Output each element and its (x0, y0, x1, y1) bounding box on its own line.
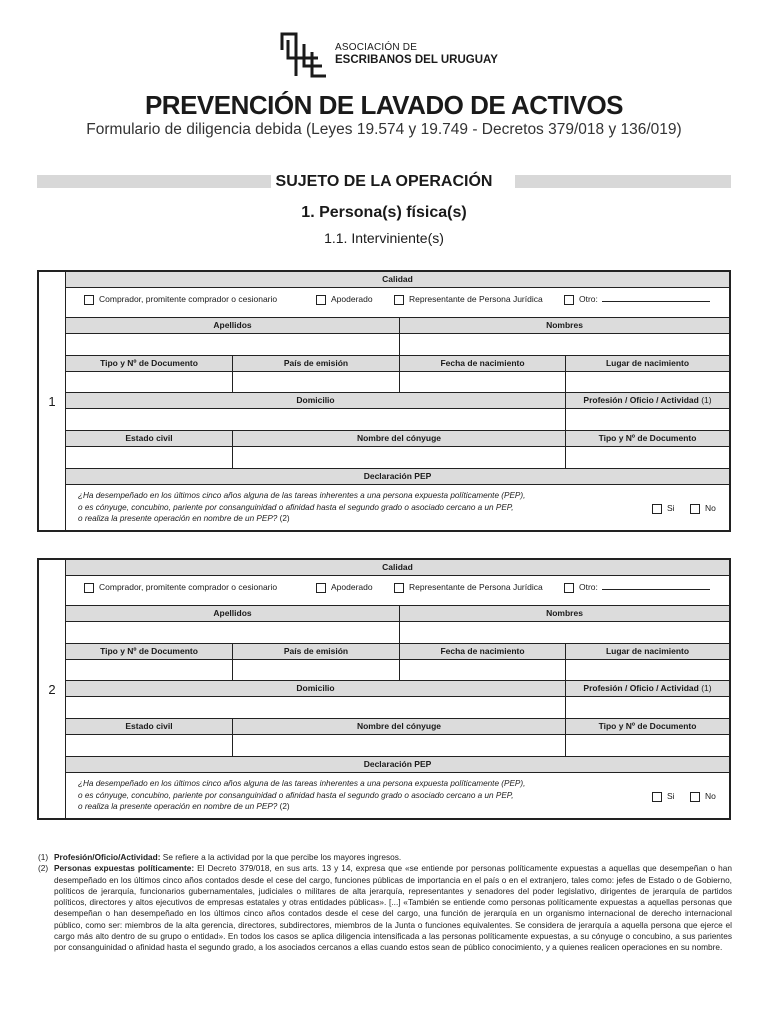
footnote-1-term: Profesión/Oficio/Actividad: (54, 852, 161, 862)
section-title: SUJETO DE LA OPERACIÓN (275, 173, 493, 190)
calidad-header: Calidad (66, 560, 729, 576)
pep-header: Declaración PEP (66, 469, 729, 485)
profesion-label (566, 393, 729, 409)
option-representante[interactable] (394, 294, 543, 305)
checkbox[interactable] (394, 583, 404, 593)
option-label: Representante de Persona Jurídica (409, 294, 543, 304)
pep-question (78, 490, 525, 525)
block-number-label: 1 (48, 393, 56, 409)
pep-si-option[interactable] (652, 791, 675, 802)
pais-emision-label: País de emisión (233, 644, 399, 660)
option-apoderado[interactable] (316, 582, 373, 593)
footnote-1 (38, 852, 732, 863)
footnote-1-text: Se refiere a la actividad por la que percibe los mayores ingresos. (160, 852, 402, 862)
apellidos-label: Apellidos (66, 606, 399, 622)
estado-civil-field[interactable] (66, 719, 232, 756)
fecha-nacimiento-label: Fecha de nacimiento (400, 644, 565, 660)
checkbox[interactable] (564, 295, 574, 305)
lugar-nacimiento-label: Lugar de nacimiento (566, 644, 729, 660)
no-label: No (705, 503, 716, 513)
checkbox[interactable] (690, 792, 700, 802)
conyuge-label: Nombre del cónyuge (233, 719, 565, 735)
option-label: Otro: (579, 582, 598, 592)
fecha-nacimiento-field[interactable] (399, 644, 565, 680)
pep-header: Declaración PEP (66, 757, 729, 773)
nombres-field[interactable] (399, 318, 729, 355)
otro-input-line[interactable] (602, 589, 710, 590)
profesion-field[interactable] (565, 681, 729, 718)
domicilio-field[interactable] (66, 393, 565, 430)
domicilio-label: Domicilio (66, 393, 565, 409)
domicilio-row (66, 681, 729, 718)
checkbox[interactable] (690, 504, 700, 514)
option-comprador[interactable] (84, 582, 277, 593)
footnote-2-text: El Decreto 379/018, en sus arts. 13 y 14, expresa que «se entiende por personas políticamente expuestas a aquellas que desempeñan o han desempeñado en los últimos cinco años contados desde el cese del cargo, funciones públicas de importancia en el país o en el extranjero, tales como: jefes de Estado o de Gobierno, políticos de jerarquía, funcionarios gubernamentales, judiciales o militares de alta jerarquía, representantes y senadores del poder legislativo, dirigentes de jerarquía de partidos políticos, directores y altos ejecutivos de empresas estatales y otras entidades públicas». [...] «También se entiende como personas políticamente expuestas a aquellas personas que desempeñan o han desempeñado en los últimos cinco años contados desde el cese del cargo, una función de jerarquía en un organismo internacional de derecho internacional público, como ser: miembros de la alta gerencia, directores, subdirectores, miembros de la Junta o funciones equivalentes. Se considera de jerarquía a aquella persona que ejerce el cargo más alto dentro de su grupo o entidad». En todos los casos se aplica diligencia intensificada a las personas políticamente expuestas, a su cónyuge o concubino, a sus parientes por consanguinidad o afinidad hasta el segundo grado, a los asociados cercanos a ellas cuando estos sean de público conocimiento, y a quienes realicen operaciones en su nombre. (54, 863, 732, 953)
conyuge-field[interactable] (232, 431, 565, 468)
option-otro[interactable] (564, 582, 710, 593)
block-number (39, 272, 66, 530)
names-row (66, 606, 729, 643)
footnotes (38, 852, 732, 954)
footnote-2-term: Personas expuestas políticamente: (54, 863, 195, 874)
estado-civil-label: Estado civil (66, 431, 232, 447)
page-subtitle: Formulario de diligencia debida (Leyes 19.574 y 19.749 - Decretos 379/018 y 136/019) (86, 121, 682, 138)
option-otro[interactable] (564, 294, 710, 305)
checkbox[interactable] (652, 504, 662, 514)
apellidos-label: Apellidos (66, 318, 399, 334)
tipo-documento-field[interactable] (66, 356, 232, 392)
nombres-label: Nombres (400, 318, 729, 334)
option-label: Comprador, promitente comprador o cesionario (99, 582, 278, 592)
org-logo-icon (278, 30, 330, 80)
pep-note-ref: (2) (279, 802, 290, 811)
option-label: Otro: (579, 294, 598, 304)
option-apoderado[interactable] (316, 294, 373, 305)
block-grid (66, 272, 729, 530)
interviniente-block-2 (37, 558, 731, 820)
pep-note-ref: (2) (279, 514, 290, 523)
estado-civil-field[interactable] (66, 431, 232, 468)
checkbox[interactable] (564, 583, 574, 593)
pais-emision-field[interactable] (232, 644, 399, 680)
pep-question (78, 778, 525, 813)
civil-row (66, 431, 729, 468)
domicilio-label: Domicilio (66, 681, 565, 697)
otro-input-line[interactable] (602, 301, 710, 302)
footnote-1-ref: (1) (38, 852, 49, 862)
apellidos-field[interactable] (66, 318, 399, 355)
pep-si-option[interactable] (652, 503, 675, 514)
pep-no-option[interactable] (690, 503, 716, 514)
fecha-nacimiento-field[interactable] (399, 356, 565, 392)
checkbox[interactable] (316, 295, 326, 305)
pais-emision-label: País de emisión (233, 356, 399, 372)
pep-question-line3 (78, 513, 525, 525)
footnote-2-ref: (2) (38, 863, 49, 874)
nombres-field[interactable] (399, 606, 729, 643)
estado-civil-label: Estado civil (66, 719, 232, 735)
pep-question-line3-text: o realiza la presente operación en nombre de un PEP? (78, 514, 278, 523)
footnote-2 (38, 863, 732, 953)
fecha-nacimiento-label: Fecha de nacimiento (400, 356, 565, 372)
checkbox[interactable] (394, 295, 404, 305)
si-label: Si (667, 791, 675, 801)
option-representante[interactable] (394, 582, 543, 593)
tipo-documento-label: Tipo y Nº de Documento (66, 644, 232, 660)
block-number-label: 2 (48, 681, 56, 697)
lugar-nacimiento-field[interactable] (565, 644, 729, 680)
org-logo (278, 30, 508, 80)
page-title: PREVENCIÓN DE LAVADO DE ACTIVOS (144, 90, 624, 120)
civil-row (66, 719, 729, 756)
checkbox[interactable] (316, 583, 326, 593)
org-name-line2: ESCRIBANOS DEL URUGUAY (335, 54, 498, 66)
calidad-header: Calidad (66, 272, 729, 288)
tipo-documento-conyuge-label: Tipo y Nº de Documento (566, 431, 729, 447)
interviniente-block-1 (37, 270, 731, 532)
tipo-documento-label: Tipo y Nº de Documento (66, 356, 232, 372)
profesion-label (566, 681, 729, 697)
tipo-documento-field[interactable] (66, 644, 232, 680)
profesion-note-ref: (1) (701, 683, 712, 693)
profesion-label-text: Profesión / Oficio / Actividad (583, 395, 699, 405)
section-subsubtitle: 1.1. Interviniente(s) (324, 230, 444, 246)
pep-question-line3-text: o realiza la presente operación en nombre de un PEP? (78, 802, 278, 811)
checkbox[interactable] (84, 295, 94, 305)
section-subtitle: 1. Persona(s) física(s) (301, 204, 467, 221)
option-label: Representante de Persona Jurídica (409, 582, 543, 592)
tipo-documento-conyuge-field[interactable] (565, 719, 729, 756)
option-label: Comprador, promitente comprador o cesionario (99, 294, 278, 304)
org-name-line1: ASOCIACIÓN DE (335, 42, 418, 53)
pais-emision-field[interactable] (232, 356, 399, 392)
nombres-label: Nombres (400, 606, 729, 622)
document-row (66, 644, 729, 680)
pep-question-line3 (78, 801, 525, 813)
checkbox[interactable] (652, 792, 662, 802)
domicilio-field[interactable] (66, 681, 565, 718)
option-label: Apoderado (331, 294, 373, 304)
pep-question-line2: o es cónyuge, concubino, pariente por consanguinidad o afinidad hasta el segundo grado o asociado cercano a un PEP, (78, 502, 514, 512)
conyuge-field[interactable] (232, 719, 565, 756)
block-grid (66, 560, 729, 818)
document-row (66, 356, 729, 392)
conyuge-label: Nombre del cónyuge (233, 431, 565, 447)
pep-question-line2: o es cónyuge, concubino, pariente por consanguinidad o afinidad hasta el segundo grado o asociado cercano a un PEP, (78, 790, 514, 800)
block-number (39, 560, 66, 818)
option-label: Apoderado (331, 582, 373, 592)
option-comprador[interactable] (84, 294, 277, 305)
pep-question-line1: ¿Ha desempeñado en los últimos cinco años alguna de las tareas inherentes a una persona expuesta políticamente (PEP), (78, 491, 526, 500)
no-label: No (705, 791, 716, 801)
lugar-nacimiento-label: Lugar de nacimiento (566, 356, 729, 372)
profesion-note-ref: (1) (701, 395, 712, 405)
tipo-documento-conyuge-field[interactable] (565, 431, 729, 468)
tipo-documento-conyuge-label: Tipo y Nº de Documento (566, 719, 729, 735)
pep-question-line1: ¿Ha desempeñado en los últimos cinco años alguna de las tareas inherentes a una persona expuesta políticamente (PEP), (78, 779, 526, 788)
pep-no-option[interactable] (690, 791, 716, 802)
domicilio-row (66, 393, 729, 430)
profesion-field[interactable] (565, 393, 729, 430)
names-row (66, 318, 729, 355)
si-label: Si (667, 503, 675, 513)
checkbox[interactable] (84, 583, 94, 593)
apellidos-field[interactable] (66, 606, 399, 643)
lugar-nacimiento-field[interactable] (565, 356, 729, 392)
profesion-label-text: Profesión / Oficio / Actividad (583, 683, 699, 693)
